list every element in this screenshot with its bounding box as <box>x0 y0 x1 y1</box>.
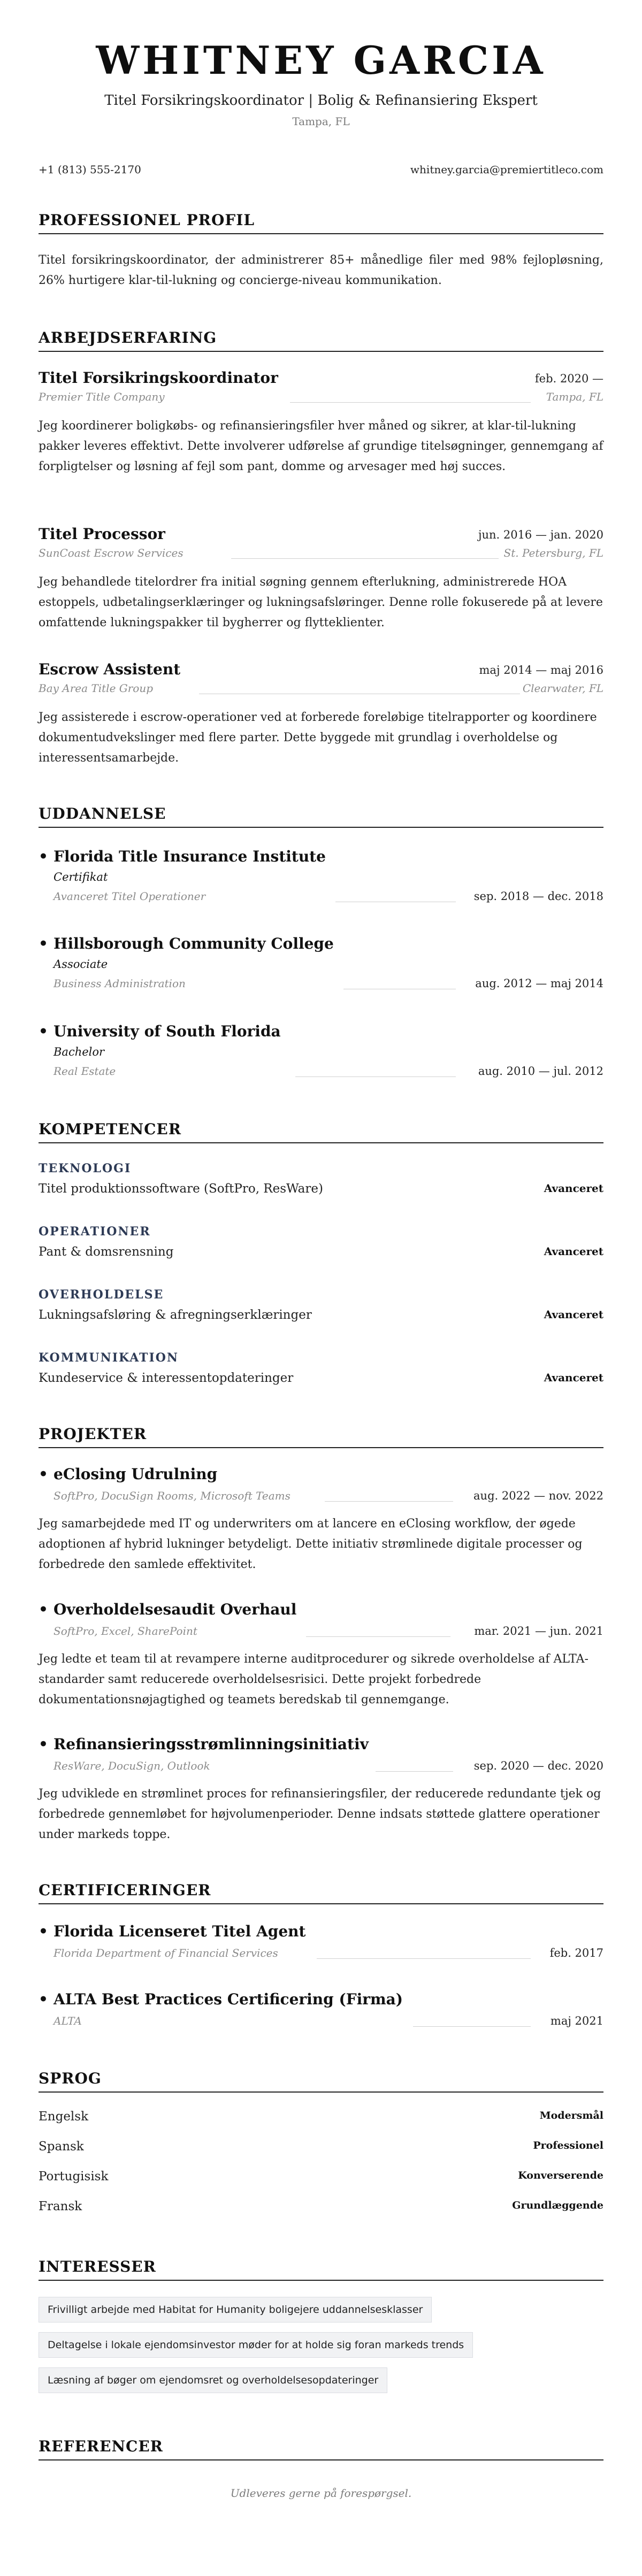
language-level: Professionel <box>533 2140 603 2151</box>
job-title: Escrow Assistent <box>39 660 181 678</box>
education-date: aug. 2012 — maj 2014 <box>475 977 603 990</box>
project-description: Jeg samarbejdede med IT og underwriters om at lancere en eClosing workflow, der øgede adoptionen af hybrid lukninger betydeligt. Dette initiativ strømlinede digitale processer og forbedrede den samlede effektivitet. <box>39 1517 583 1571</box>
language-name: Portugisisk <box>39 2170 109 2183</box>
certification-item <box>39 1990 603 2033</box>
section-title-education: UDDANNELSE <box>39 805 603 828</box>
skill-name: Kundeservice & interessentopdateringer <box>39 1371 294 1385</box>
skill-category: OPERATIONER <box>39 1225 151 1239</box>
school-name: University of South Florida <box>54 1022 281 1040</box>
education-item <box>39 848 603 908</box>
project-date: sep. 2020 — dec. 2020 <box>473 1759 603 1772</box>
certification-name: Florida Licenseret Titel Agent <box>54 1923 306 1940</box>
section-title-references: REFERENCER <box>39 2437 603 2460</box>
experience-item <box>39 525 603 633</box>
skill-level: Avanceret <box>544 1371 603 1384</box>
skill-level: Avanceret <box>544 1245 603 1258</box>
certification-issuer: ALTA <box>54 2014 82 2027</box>
job-description: Jeg assisterede i escrow-operationer ved at forberede foreløbige titelrapporter og koordinere dokumentudvekslinger med flere parter. Dette byggede mit grundlag i overholdelse og interessentsamarbejde. <box>39 711 597 765</box>
language-name: Engelsk <box>39 2110 89 2124</box>
leader-line <box>295 1076 456 1077</box>
bullet-icon: • <box>39 935 48 952</box>
language-level: Grundlæggende <box>512 2200 603 2211</box>
education-item <box>39 1022 603 1083</box>
candidate-name: WHITNEY GARCIA <box>96 37 546 83</box>
project-item <box>39 1465 603 1575</box>
education-date: sep. 2018 — dec. 2018 <box>473 890 603 903</box>
section-title-projects: PROJEKTER <box>39 1425 603 1448</box>
job-location: Clearwater, FL <box>522 682 603 695</box>
project-item <box>39 1601 603 1710</box>
language-level: Modersmål <box>539 2110 603 2121</box>
skill-category: OVERHOLDELSE <box>39 1288 164 1302</box>
interest-tag: Læsning af bøger om ejendomsret og overholdelsesopdateringer <box>39 2367 387 2393</box>
skill-group <box>39 1351 603 1389</box>
language-item <box>39 2170 603 2200</box>
skill-level: Avanceret <box>544 1308 603 1321</box>
interest-tag: Frivilligt arbejde med Habitat for Humanity boligejere uddannelsesklasser <box>39 2297 432 2323</box>
section-title-profile: PROFESSIONEL PROFIL <box>39 211 603 234</box>
education-item <box>39 935 603 995</box>
bullet-icon: • <box>39 1923 48 1940</box>
language-name: Fransk <box>39 2200 82 2213</box>
interest-tags <box>39 2297 603 2400</box>
leader-line <box>290 402 531 403</box>
project-date: mar. 2021 — jun. 2021 <box>474 1625 603 1637</box>
leader-line <box>317 1958 531 1959</box>
project-description: Jeg ledte et team til at revampere interne auditprocedurer og sikrede overholdelse af ALTA-standarder samt reducerede overholdelsesrisici. Dette projekt forbedrede dokumentationsnøjagtighed og teamets beredskab til gennemgange. <box>39 1652 588 1706</box>
skill-name: Pant & domsrensning <box>39 1245 174 1259</box>
phone-number[interactable]: +1 (813) 555-2170 <box>39 163 141 176</box>
language-item <box>39 2200 603 2229</box>
language-item <box>39 2140 603 2170</box>
skill-level: Avanceret <box>544 1182 603 1195</box>
education-date: aug. 2010 — jul. 2012 <box>478 1065 603 1078</box>
section-title-skills: KOMPETENCER <box>39 1120 603 1143</box>
job-title: Titel Forsikringskoordinator <box>39 369 278 387</box>
leader-line <box>376 1771 453 1772</box>
project-tools: SoftPro, Excel, SharePoint <box>54 1625 197 1637</box>
leader-line <box>231 558 499 559</box>
job-location: St. Petersburg, FL <box>503 547 603 559</box>
field-of-study: Real Estate <box>54 1065 116 1078</box>
skill-name: Titel produktionssoftware (SoftPro, ResWare) <box>39 1182 323 1196</box>
certification-name: ALTA Best Practices Certificering (Firma) <box>54 1990 403 2008</box>
bullet-icon: • <box>39 848 48 865</box>
certification-date: maj 2021 <box>550 2014 603 2027</box>
interest-tag: Deltagelse i lokale ejendomsinvestor møder for at holde sig foran markeds trends <box>39 2332 473 2358</box>
language-item <box>39 2110 603 2140</box>
bullet-icon: • <box>39 1990 48 2008</box>
school-name: Florida Title Insurance Institute <box>54 848 326 865</box>
leader-line <box>413 2026 531 2027</box>
skill-category: TEKNOLOGI <box>39 1162 132 1175</box>
certification-item <box>39 1923 603 1965</box>
skill-group <box>39 1162 603 1200</box>
leader-line <box>325 1501 453 1502</box>
skill-group <box>39 1225 603 1263</box>
project-name: eClosing Udrulning <box>54 1465 218 1483</box>
job-description: Jeg koordinerer boligkøbs- og refinansieringsfiler hver måned og sikrer, at klar-til-lukning pakker leveres effektivt. Dette involverer udførelse af grundige titelsøgninger, gennemgang af forpligtelser og løsning af fejl som pant, domme og arvesager med høj succes. <box>39 419 603 473</box>
profile-summary: Titel forsikringskoordinator, der administrerer 85+ månedlige filer med 98% fejlopløsning, 26% hurtigere klar-til-lukning og concierge-niveau kommunikation. <box>39 253 603 287</box>
project-name: Refinansieringsstrømlinningsinitiativ <box>54 1735 369 1753</box>
job-date: feb. 2020 — <box>534 372 603 385</box>
bullet-icon: • <box>39 1022 48 1040</box>
job-date: jun. 2016 — jan. 2020 <box>478 528 603 541</box>
project-tools: ResWare, DocuSign, Outlook <box>54 1759 210 1772</box>
project-name: Overholdelsesaudit Overhaul <box>54 1601 297 1618</box>
degree: Bachelor <box>54 1045 105 1058</box>
project-tools: SoftPro, DocuSign Rooms, Microsoft Teams <box>54 1489 291 1502</box>
references-note: Udleveres gerne på forespørgsel. <box>230 2487 412 2500</box>
company-name: Bay Area Title Group <box>39 682 154 695</box>
job-title: Titel Processor <box>39 525 165 543</box>
leader-line <box>306 1636 450 1637</box>
section-title-languages: SPROG <box>39 2070 603 2093</box>
certification-date: feb. 2017 <box>549 1947 603 1959</box>
candidate-title: Titel Forsikringskoordinator | Bolig & Refinansiering Ekspert <box>104 93 538 109</box>
email-address[interactable]: whitney.garcia@premiertitleco.com <box>410 163 603 176</box>
resume-header <box>0 37 642 128</box>
section-title-interests: INTERESSER <box>39 2258 603 2281</box>
section-title-certifications: CERTIFICERINGER <box>39 1881 603 1904</box>
school-name: Hillsborough Community College <box>54 935 334 952</box>
field-of-study: Business Administration <box>54 977 186 990</box>
field-of-study: Avanceret Titel Operationer <box>54 890 206 903</box>
bullet-icon: • <box>39 1735 48 1753</box>
language-name: Spansk <box>39 2140 84 2154</box>
degree: Associate <box>54 958 108 971</box>
degree: Certifikat <box>54 871 108 883</box>
section-title-experience: ARBEJDSERFARING <box>39 329 603 352</box>
project-item <box>39 1735 603 1845</box>
language-list <box>39 2110 603 2229</box>
bullet-icon: • <box>39 1601 48 1618</box>
project-date: aug. 2022 — nov. 2022 <box>473 1489 603 1502</box>
company-name: SunCoast Escrow Services <box>39 547 184 559</box>
candidate-location: Tampa, FL <box>292 115 350 128</box>
job-date: maj 2014 — maj 2016 <box>479 664 603 676</box>
experience-item <box>39 369 603 477</box>
job-description: Jeg behandlede titelordrer fra initial søgning gennem efterlukning, administrerede HOA estoppels, udbetalingserklæringer og lukningsafsløringer. Denne rolle fokuserede på at levere omfattende lukningspakker til bygherrer og flytteklienter. <box>39 575 603 629</box>
skill-group <box>39 1288 603 1326</box>
company-name: Premier Title Company <box>39 390 165 403</box>
skill-category: KOMMUNIKATION <box>39 1351 179 1365</box>
job-location: Tampa, FL <box>546 390 603 403</box>
certification-issuer: Florida Department of Financial Services <box>54 1947 278 1959</box>
language-level: Konverserende <box>518 2170 603 2181</box>
experience-item <box>39 660 603 768</box>
skill-name: Lukningsafsløring & afregningserklæringer <box>39 1308 312 1322</box>
bullet-icon: • <box>39 1465 48 1483</box>
project-description: Jeg udviklede en strømlinet proces for refinansieringsfiler, der reducerede redundante tjek og forbedrede gennemløbet for højvolumenperioder. Denne indsats støttede glattere operationer under markeds toppe. <box>39 1787 601 1841</box>
